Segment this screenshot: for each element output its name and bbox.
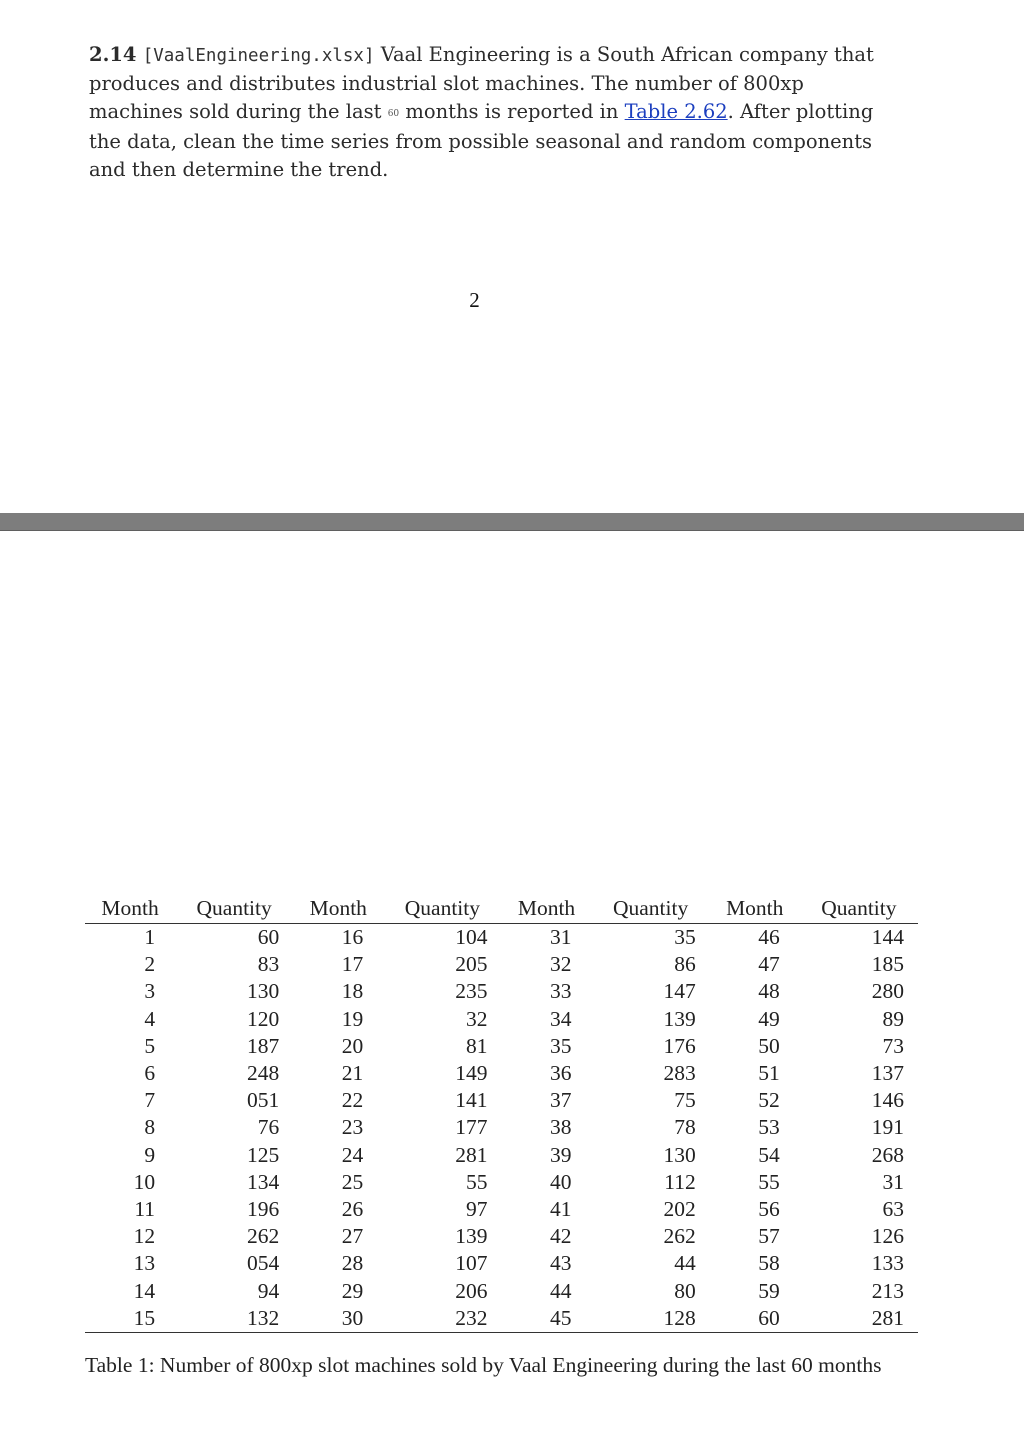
quantity-cell: 051	[246, 1088, 280, 1113]
quantity-cell: 104	[455, 925, 488, 950]
quantity-cell: 44	[674, 1251, 696, 1276]
quantity-cell: 31	[882, 1169, 904, 1194]
month-cell: 43	[550, 1251, 572, 1276]
quantity-cell: 232	[383, 1305, 501, 1333]
month-cell: 23	[341, 1115, 364, 1140]
quantity-cell: 73	[882, 1033, 904, 1058]
problem-statement	[89, 41, 889, 183]
month-cell: 45	[501, 1305, 591, 1333]
quantity-cell: 139	[663, 1006, 696, 1031]
table-row	[85, 1114, 918, 1141]
month-cell: 6	[144, 1061, 156, 1086]
table-link[interactable]: Table 2.62	[624, 99, 728, 123]
quantity-cell: 126	[871, 1224, 904, 1249]
quantity-cell: 149	[455, 1061, 488, 1086]
quantity-header: Quantity	[175, 893, 293, 924]
table-row	[85, 1142, 918, 1169]
page-separator	[0, 513, 1024, 531]
month-cell: 9	[144, 1142, 156, 1167]
quantity-cell: 196	[246, 1196, 280, 1221]
table-row	[85, 1223, 918, 1250]
quantity-cell: 120	[246, 1006, 280, 1031]
quantity-cell: 76	[257, 1115, 280, 1140]
month-cell: 21	[341, 1061, 364, 1086]
quantity-cell: 141	[455, 1088, 488, 1113]
quantity-cell: 262	[663, 1224, 696, 1249]
quantity-cell: 137	[871, 1061, 904, 1086]
problem-text-2: months is reported in	[399, 99, 625, 123]
quantity-cell: 125	[246, 1142, 280, 1167]
problem-text-1: Vaal Engineering is a South African company that produces and distributes industrial slot machines. The number of 800xp machines sold during the last	[89, 43, 874, 123]
quantity-cell: 280	[871, 979, 904, 1004]
month-header: Month	[710, 893, 800, 924]
quantity-cell: 130	[246, 979, 280, 1004]
month-cell: 36	[550, 1061, 572, 1086]
quantity-cell: 63	[882, 1196, 904, 1221]
month-cell: 7	[144, 1088, 156, 1113]
month-cell: 13	[133, 1251, 156, 1276]
quantity-cell: 86	[674, 952, 696, 977]
sales-table	[85, 893, 918, 1333]
month-cell: 4	[144, 1006, 156, 1031]
month-cell: 25	[341, 1169, 364, 1194]
month-cell: 44	[550, 1278, 572, 1303]
quantity-cell: 128	[592, 1305, 710, 1333]
month-cell: 33	[550, 979, 572, 1004]
quantity-cell: 262	[246, 1224, 280, 1249]
quantity-cell: 75	[674, 1088, 696, 1113]
month-header: Month	[293, 893, 383, 924]
month-cell: 29	[341, 1278, 364, 1303]
month-cell: 31	[550, 925, 572, 950]
quantity-cell: 134	[246, 1169, 280, 1194]
month-cell: 27	[341, 1224, 364, 1249]
month-cell: 55	[758, 1169, 780, 1194]
month-cell: 1	[144, 925, 156, 950]
quantity-cell: 107	[455, 1251, 488, 1276]
table-row	[85, 1060, 918, 1087]
month-cell: 17	[341, 952, 364, 977]
file-reference: [VaalEngineering.xlsx]	[142, 46, 375, 66]
quantity-cell: 206	[455, 1278, 488, 1303]
month-cell: 30	[293, 1305, 383, 1333]
month-cell: 38	[550, 1115, 572, 1140]
quantity-cell: 94	[257, 1278, 280, 1303]
quantity-header: Quantity	[800, 893, 918, 924]
problem-text-3: . After plotting the data, clean the time series from possible seasonal and random components and then determine the trend.	[89, 99, 874, 181]
month-cell: 47	[758, 952, 780, 977]
quantity-cell: 213	[871, 1278, 904, 1303]
table-row	[85, 1277, 918, 1304]
month-cell: 57	[758, 1224, 780, 1249]
quantity-cell: 147	[663, 979, 696, 1004]
month-cell: 32	[550, 952, 572, 977]
quantity-cell: 054	[246, 1251, 280, 1276]
month-cell: 50	[758, 1033, 780, 1058]
table-header-row	[85, 893, 918, 924]
quantity-cell: 130	[663, 1142, 696, 1167]
quantity-cell: 191	[871, 1115, 904, 1140]
quantity-cell: 97	[465, 1196, 488, 1221]
page-number: 2	[469, 288, 480, 312]
quantity-cell: 235	[455, 979, 488, 1004]
months-count-small: 60	[387, 108, 400, 119]
table-row	[85, 1196, 918, 1223]
month-cell: 54	[758, 1142, 780, 1167]
month-cell: 39	[550, 1142, 572, 1167]
month-cell: 8	[144, 1115, 156, 1140]
table-row	[85, 1250, 918, 1277]
month-cell: 37	[550, 1088, 572, 1113]
month-cell: 24	[341, 1142, 364, 1167]
quantity-header: Quantity	[592, 893, 710, 924]
month-cell: 14	[133, 1278, 156, 1303]
quantity-cell: 83	[257, 952, 280, 977]
month-cell: 11	[134, 1196, 156, 1221]
quantity-cell: 248	[246, 1061, 280, 1086]
quantity-cell: 32	[465, 1006, 488, 1031]
month-cell: 35	[550, 1033, 572, 1058]
quantity-cell: 112	[664, 1169, 696, 1194]
quantity-cell: 202	[663, 1196, 696, 1221]
month-cell: 48	[758, 979, 780, 1004]
month-cell: 52	[758, 1088, 780, 1113]
quantity-cell: 146	[871, 1088, 904, 1113]
quantity-cell: 205	[455, 952, 488, 977]
table-caption: Table 1: Number of 800xp slot machines sold by Vaal Engineering during the last 60 months	[85, 1353, 882, 1377]
month-cell: 34	[550, 1006, 572, 1031]
table-row	[85, 1305, 918, 1333]
quantity-cell: 78	[674, 1115, 696, 1140]
quantity-cell: 132	[175, 1305, 293, 1333]
quantity-cell: 80	[674, 1278, 696, 1303]
table-row	[85, 1006, 918, 1033]
month-cell: 22	[341, 1088, 364, 1113]
month-cell: 28	[341, 1251, 364, 1276]
quantity-cell: 185	[871, 952, 904, 977]
month-cell: 19	[341, 1006, 364, 1031]
month-cell: 20	[341, 1033, 364, 1058]
quantity-cell: 35	[674, 925, 696, 950]
problem-number: 2.14	[89, 43, 137, 66]
month-cell: 5	[144, 1033, 156, 1058]
table-row	[85, 924, 918, 952]
month-cell: 41	[550, 1196, 572, 1221]
month-cell: 10	[133, 1169, 156, 1194]
month-cell: 42	[550, 1224, 572, 1249]
month-header: Month	[85, 893, 175, 924]
quantity-cell: 55	[465, 1169, 488, 1194]
table-row	[85, 951, 918, 978]
month-cell: 26	[341, 1196, 364, 1221]
month-cell: 51	[758, 1061, 780, 1086]
quantity-cell: 81	[465, 1033, 488, 1058]
quantity-cell: 176	[663, 1033, 696, 1058]
quantity-cell: 177	[455, 1115, 488, 1140]
table-row	[85, 1033, 918, 1060]
month-cell: 46	[758, 925, 780, 950]
quantity-cell: 144	[871, 925, 904, 950]
quantity-cell: 268	[871, 1142, 904, 1167]
month-cell: 40	[550, 1169, 572, 1194]
month-cell: 2	[144, 952, 156, 977]
month-cell: 53	[758, 1115, 780, 1140]
month-cell: 18	[341, 979, 364, 1004]
month-cell: 58	[758, 1251, 780, 1276]
quantity-cell: 187	[246, 1033, 280, 1058]
month-cell: 16	[341, 925, 364, 950]
table-row	[85, 978, 918, 1005]
quantity-cell: 89	[882, 1006, 904, 1031]
table-row	[85, 1169, 918, 1196]
month-cell: 56	[758, 1196, 780, 1221]
month-cell: 59	[758, 1278, 780, 1303]
table-row	[85, 1087, 918, 1114]
month-cell: 3	[144, 979, 156, 1004]
quantity-cell: 139	[455, 1224, 488, 1249]
quantity-cell: 133	[871, 1251, 904, 1276]
quantity-cell: 281	[455, 1142, 488, 1167]
month-cell: 12	[133, 1224, 156, 1249]
month-cell: 15	[85, 1305, 175, 1333]
table-body	[85, 924, 918, 1333]
quantity-cell: 60	[257, 925, 280, 950]
month-cell: 60	[710, 1305, 800, 1333]
month-header: Month	[501, 893, 591, 924]
quantity-cell: 281	[800, 1305, 918, 1333]
quantity-header: Quantity	[383, 893, 501, 924]
quantity-cell: 283	[663, 1061, 696, 1086]
month-cell: 49	[758, 1006, 780, 1031]
